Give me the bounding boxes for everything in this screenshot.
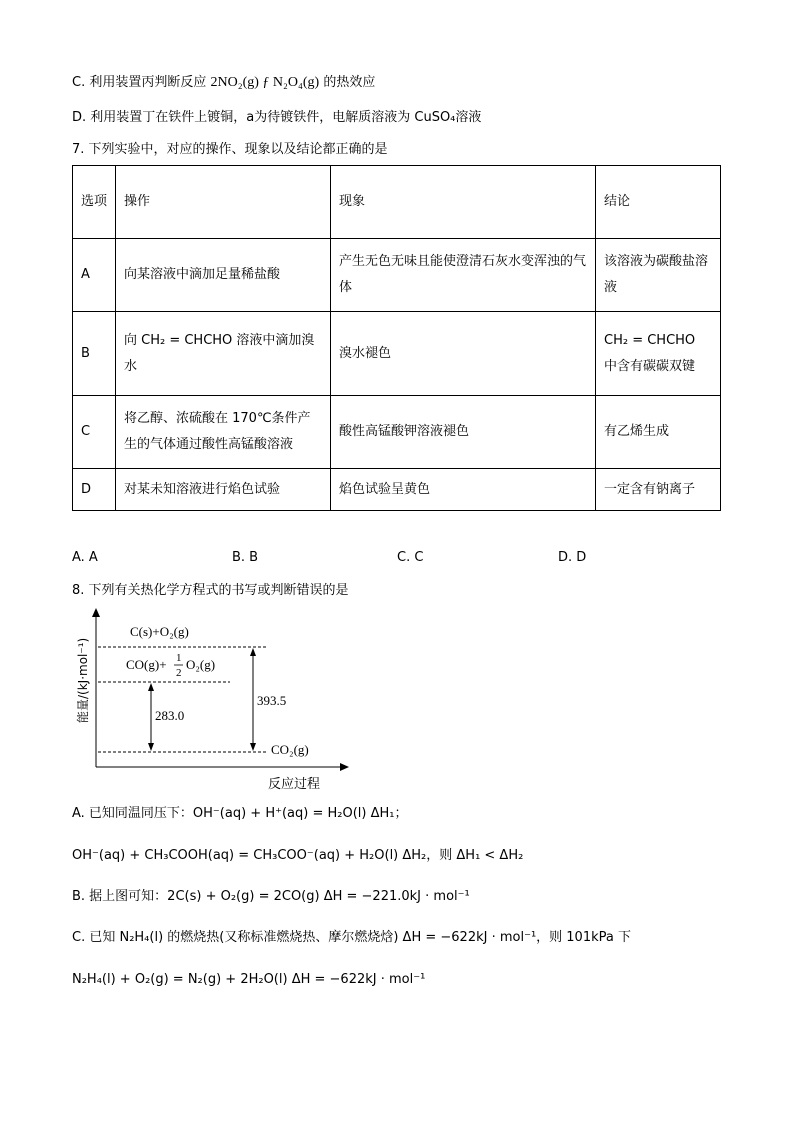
header-conclusion: 结论 <box>596 166 721 239</box>
row-d-operation: 对某未知溶液进行焰色试验 <box>116 469 331 511</box>
label-top-level: C(s)+O₂(g) <box>130 624 189 639</box>
header-operation: 操作 <box>116 166 331 239</box>
label-bottom-level: CO₂(g) <box>271 742 309 757</box>
row-d-phenomenon: 焰色试验呈黄色 <box>331 469 596 511</box>
row-c-conclusion: 有乙烯生成 <box>596 396 721 469</box>
label-mid-frac-den: 2 <box>176 667 182 679</box>
x-axis-label: 反应过程 <box>268 777 321 792</box>
row-d-option: D <box>73 469 116 511</box>
y-axis-arrow-icon <box>92 608 100 617</box>
label-mid-level-right: O₂(g) <box>186 657 216 672</box>
q6-option-c-suffix: 的热效应 <box>323 75 376 90</box>
label-283: 283.0 <box>155 708 185 723</box>
table-row <box>73 469 721 511</box>
q7-table <box>72 165 721 511</box>
q8-option-a-line2: OH⁻(aq) + CH₃COOH(aq) = CH₃COO⁻(aq) + H₂O(l) ΔH₂，则 ΔH₁ < ΔH₂ <box>72 848 524 863</box>
y-axis-label: 能量/(kJ·mol⁻¹) <box>76 637 90 723</box>
row-a-option: A <box>73 239 116 312</box>
row-b-operation: 向 CH₂ = CHCHO 溶液中滴加溴水 <box>116 312 331 396</box>
q6-option-c-formula: 2NO₂(g) ƒ N₂O₄(g) <box>210 75 320 90</box>
q8-option-c-line2: N₂H₄(l) + O₂(g) = N₂(g) + 2H₂O(l) ΔH = −622kJ · mol⁻¹ <box>72 972 426 987</box>
q7-stem: 7. 下列实验中，对应的操作、现象以及结论都正确的是 <box>72 142 388 157</box>
q8-option-c-line1: C. 已知 N₂H₄(l) 的燃烧热(又称标准燃烧热、摩尔燃烧焓) ΔH = −622kJ · mol⁻¹，则 101kPa 下 <box>72 930 631 945</box>
table-row <box>73 396 721 469</box>
arrowhead-down-icon <box>148 743 154 751</box>
arrowhead-down-icon <box>250 743 256 751</box>
label-mid-frac-num: 1 <box>176 652 182 664</box>
row-d-conclusion: 一定含有钠离子 <box>596 469 721 511</box>
q6-option-c-text: C. 利用装置丙判断反应 <box>72 75 207 90</box>
row-c-phenomenon: 酸性高锰酸钾溶液褪色 <box>331 396 596 469</box>
x-axis-arrow-icon <box>340 763 349 771</box>
table-header-row <box>73 166 721 239</box>
row-b-option: B <box>73 312 116 396</box>
q8-option-a-line1: A. 已知同温同压下：OH⁻(aq) + H⁺(aq) = H₂O(l) ΔH₁； <box>72 806 408 821</box>
label-393: 393.5 <box>257 693 287 708</box>
q6-option-d: D. 利用装置丁在铁件上镀铜，a为待镀铁件，电解质溶液为 CuSO₄溶液 <box>72 110 482 125</box>
arrowhead-up-icon <box>250 648 256 656</box>
q8-stem: 8. 下列有关热化学方程式的书写或判断错误的是 <box>72 583 349 598</box>
row-b-conclusion: CH₂ = CHCHO 中含有碳碳双键 <box>596 312 721 396</box>
row-a-operation: 向某溶液中滴加足量稀盐酸 <box>116 239 331 312</box>
q7-option-c[interactable]: C. C <box>397 550 424 565</box>
row-c-option: C <box>73 396 116 469</box>
table-row <box>73 312 721 396</box>
table-row <box>73 239 721 312</box>
q6-option-c <box>72 73 375 93</box>
q7-option-b[interactable]: B. B <box>232 550 259 565</box>
header-phenomenon: 现象 <box>331 166 596 239</box>
row-a-phenomenon: 产生无色无味且能使澄清石灰水变浑浊的气体 <box>331 239 596 312</box>
q7-option-d[interactable]: D. D <box>558 550 587 565</box>
header-option: 选项 <box>73 166 116 239</box>
row-a-conclusion: 该溶液为碳酸盐溶液 <box>596 239 721 312</box>
q7-option-a[interactable]: A. A <box>72 550 98 565</box>
label-mid-level-left: CO(g)+ <box>126 657 167 672</box>
q7-answer-options <box>72 550 772 570</box>
q8-option-b: B. 据上图可知：2C(s) + O₂(g) = 2CO(g) ΔH = −221.0kJ · mol⁻¹ <box>72 889 470 904</box>
energy-level-diagram <box>72 605 372 795</box>
row-b-phenomenon: 溴水褪色 <box>331 312 596 396</box>
arrowhead-up-icon <box>148 683 154 691</box>
row-c-operation: 将乙醇、浓硫酸在 170℃条件产生的气体通过酸性高锰酸溶液 <box>116 396 331 469</box>
